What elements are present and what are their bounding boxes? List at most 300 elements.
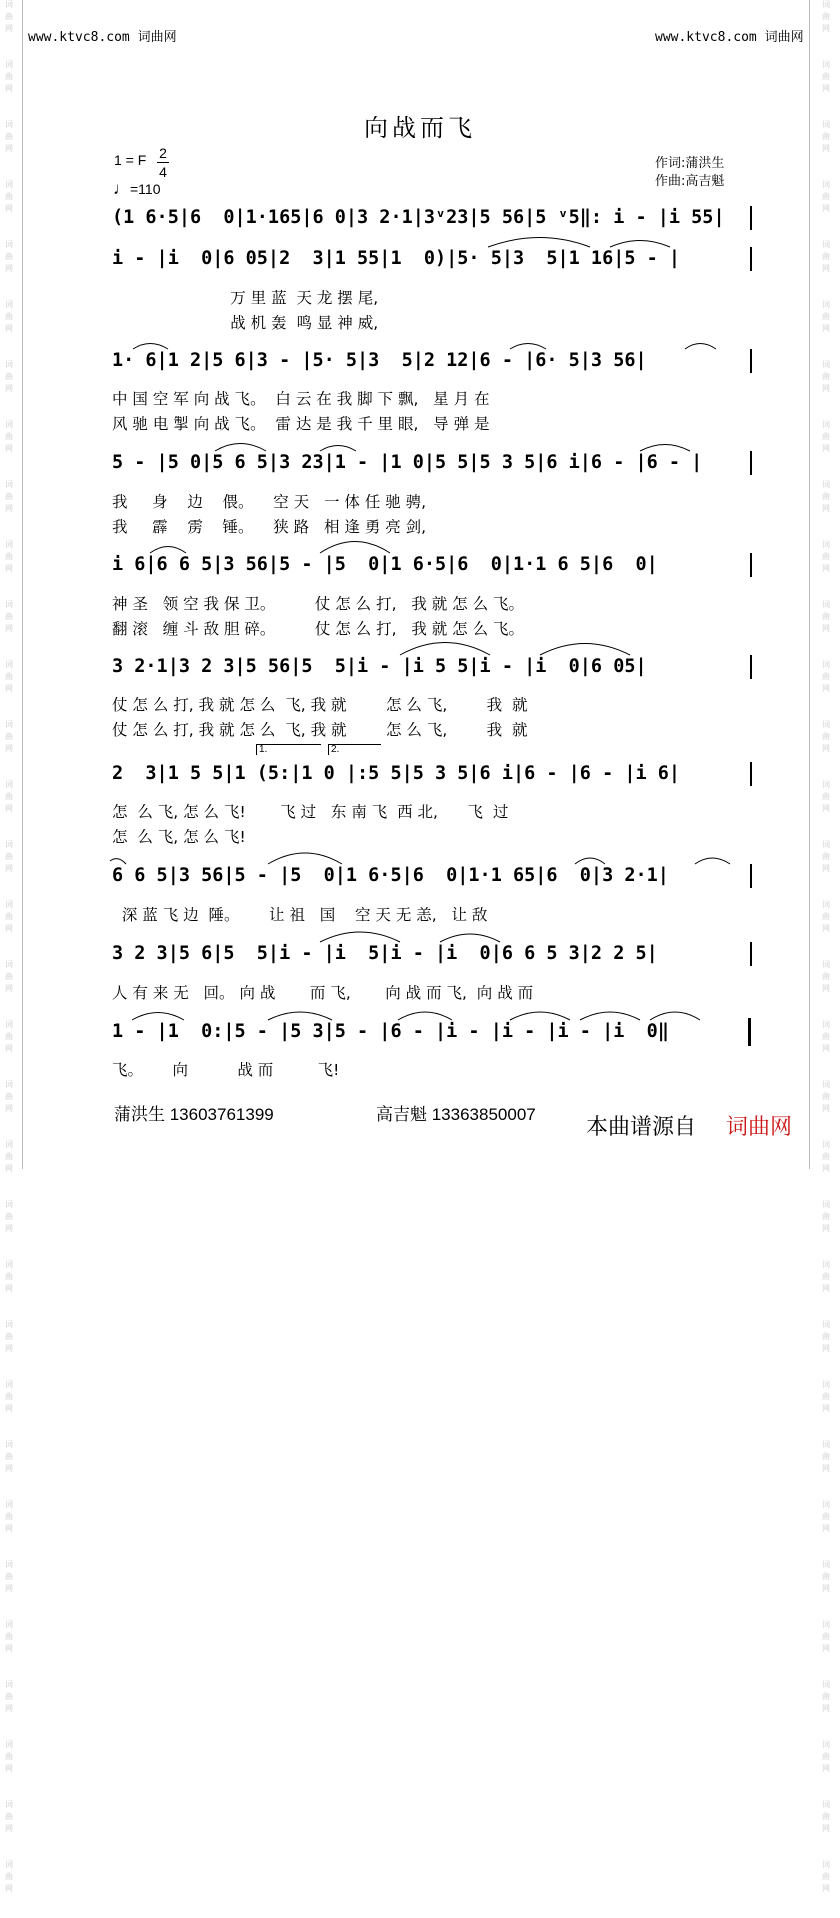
watermark-gap xyxy=(2,396,16,418)
lyric-line-7-verse-1: 怎 么 飞, 怎 么 飞! 飞 过 东 南 飞 西 北, 飞 过 xyxy=(112,803,509,821)
watermark-glyph: 词 xyxy=(822,1680,830,1689)
watermark-glyph: 网 xyxy=(822,384,830,393)
watermark-glyph: 词 xyxy=(5,720,13,729)
watermark-gap xyxy=(2,876,16,898)
watermark-glyph: 曲 xyxy=(822,1452,830,1461)
watermark-glyph: 网 xyxy=(822,144,830,153)
watermark-glyph: 网 xyxy=(5,144,13,153)
watermark-glyph: 词 xyxy=(5,300,13,309)
watermark-gap xyxy=(819,36,833,58)
site-url-right[interactable]: www.ktvc8.com 词曲网 xyxy=(655,30,804,45)
watermark-glyph: 网 xyxy=(5,384,13,393)
watermark-glyph: 曲 xyxy=(5,912,13,921)
watermark-gap xyxy=(2,636,16,658)
watermark-glyph: 曲 xyxy=(822,252,830,261)
watermark-gap xyxy=(819,396,833,418)
watermark-gap xyxy=(2,336,16,358)
key-signature: 1 = F xyxy=(114,152,147,168)
watermark-gap xyxy=(819,1296,833,1318)
watermark-glyph: 词 xyxy=(5,960,13,969)
staff-line-10: 1 - |1 0:|5 - |5 3|5 - |6 - |i - |i - |i - |i 0‖ xyxy=(112,1021,669,1042)
staff-line-9: 3 2 3|5 6|5 5|i - |i 5|i - |i 0|6 6 5 3|2 2 5| xyxy=(112,943,658,964)
volta-first-ending: 1. xyxy=(256,744,321,755)
watermark-glyph: 词 xyxy=(5,1080,13,1089)
watermark-glyph: 曲 xyxy=(822,1692,830,1701)
watermark-glyph: 词 xyxy=(5,120,13,129)
watermark-glyph: 网 xyxy=(822,504,830,513)
staff-line-2: i - |i 0|6 05|2 3|1 55|1 0)|5· 5|3 5|1 16|5 - | xyxy=(112,248,681,269)
watermark-glyph: 词 xyxy=(5,420,13,429)
watermark-gap xyxy=(2,156,16,178)
watermark-glyph: 网 xyxy=(5,1764,13,1773)
watermark-glyph: 网 xyxy=(822,1524,830,1533)
watermark-glyph: 词 xyxy=(822,1260,830,1269)
watermark-glyph: 曲 xyxy=(5,12,13,21)
watermark-glyph: 曲 xyxy=(5,612,13,621)
watermark-glyph: 网 xyxy=(5,924,13,933)
watermark-glyph: 词 xyxy=(822,900,830,909)
watermark-glyph: 网 xyxy=(5,684,13,693)
watermark-gap xyxy=(2,576,16,598)
watermark-glyph: 曲 xyxy=(5,1032,13,1041)
watermark-glyph: 网 xyxy=(5,1704,13,1713)
watermark-glyph: 词 xyxy=(822,480,830,489)
watermark-glyph: 曲 xyxy=(822,1752,830,1761)
page-frame-right xyxy=(809,0,810,1169)
watermark-glyph: 网 xyxy=(822,864,830,873)
watermark-gap xyxy=(819,1416,833,1438)
watermark-gap xyxy=(2,1836,16,1858)
staff-line-3: 1· 6|1 2|5 6|3 - |5· 5|3 5|2 12|6 - |6· 5|3 56| xyxy=(112,350,647,371)
composer-contact: 高吉魁 13363850007 xyxy=(376,1105,536,1124)
watermark-gap xyxy=(2,276,16,298)
watermark-glyph: 词 xyxy=(5,360,13,369)
watermark-glyph: 网 xyxy=(822,624,830,633)
lyric-line-9: 人 有 来 无 回。 向 战 而 飞, 向 战 而 飞, 向 战 而 xyxy=(112,984,534,1002)
watermark-glyph: 网 xyxy=(5,744,13,753)
watermark-glyph: 曲 xyxy=(822,732,830,741)
watermark-gap xyxy=(819,1536,833,1558)
watermark-glyph: 曲 xyxy=(5,1152,13,1161)
watermark-gap xyxy=(2,216,16,238)
watermark-glyph: 曲 xyxy=(5,852,13,861)
watermark-glyph: 网 xyxy=(822,684,830,693)
watermark-glyph: 词 xyxy=(822,300,830,309)
watermark-glyph: 曲 xyxy=(5,312,13,321)
watermark-gap xyxy=(2,1356,16,1378)
watermark-glyph: 曲 xyxy=(5,132,13,141)
watermark-glyph: 词 xyxy=(822,1380,830,1389)
watermark-glyph: 曲 xyxy=(5,1512,13,1521)
quarter-note-icon: ♩ xyxy=(113,179,130,198)
watermark-glyph: 曲 xyxy=(822,1572,830,1581)
watermark-gap xyxy=(819,756,833,778)
watermark-glyph: 网 xyxy=(5,984,13,993)
watermark-gap xyxy=(819,1836,833,1858)
watermark-glyph: 网 xyxy=(5,1224,13,1233)
watermark-glyph: 网 xyxy=(5,444,13,453)
watermark-glyph: 词 xyxy=(5,1800,13,1809)
watermark-glyph: 词 xyxy=(5,1440,13,1449)
watermark-glyph: 词 xyxy=(822,1560,830,1569)
watermark-gap xyxy=(819,276,833,298)
watermark-glyph: 曲 xyxy=(822,1392,830,1401)
watermark-glyph: 词 xyxy=(5,240,13,249)
watermark-glyph: 曲 xyxy=(5,432,13,441)
watermark-gap xyxy=(2,1056,16,1078)
watermark-gap xyxy=(819,1716,833,1738)
final-barline xyxy=(748,1018,751,1046)
side-watermark-left xyxy=(2,0,16,1893)
watermark-glyph: 曲 xyxy=(822,1152,830,1161)
line-end-barline xyxy=(750,762,752,786)
watermark-gap xyxy=(819,456,833,478)
watermark-glyph: 网 xyxy=(822,24,830,33)
watermark-glyph: 词 xyxy=(822,1740,830,1749)
watermark-glyph: 曲 xyxy=(822,1812,830,1821)
lyricist-credit: 作词:蒲洪生 xyxy=(655,156,725,171)
watermark-glyph: 网 xyxy=(5,564,13,573)
watermark-glyph: 网 xyxy=(822,564,830,573)
lyric-line-2-verse-1: 万 里 蓝 天 龙 摆 尾, xyxy=(112,289,379,307)
watermark-glyph: 词 xyxy=(822,60,830,69)
watermark-gap xyxy=(819,516,833,538)
lyric-line-10: 飞。 向 战 而 飞! xyxy=(112,1061,340,1079)
watermark-glyph: 词 xyxy=(5,0,13,9)
watermark-glyph: 网 xyxy=(822,1344,830,1353)
watermark-gap xyxy=(819,1116,833,1138)
watermark-gap xyxy=(2,816,16,838)
watermark-glyph: 曲 xyxy=(5,672,13,681)
lyric-line-4-verse-2: 我 霹 雳 锤。 狭 路 相 逢 勇 亮 剑, xyxy=(112,518,427,536)
watermark-glyph: 曲 xyxy=(822,1032,830,1041)
watermark-gap xyxy=(2,1716,16,1738)
time-signature xyxy=(157,144,169,181)
watermark-glyph: 曲 xyxy=(5,1272,13,1281)
watermark-glyph: 词 xyxy=(5,540,13,549)
watermark-glyph: 词 xyxy=(5,1380,13,1389)
watermark-glyph: 网 xyxy=(822,204,830,213)
watermark-glyph: 曲 xyxy=(5,1812,13,1821)
watermark-glyph: 网 xyxy=(822,804,830,813)
watermark-glyph: 网 xyxy=(822,1464,830,1473)
lyric-line-6-verse-2: 仗 怎 么 打, 我 就 怎 么 飞, 我 就 怎 么 飞, 我 就 xyxy=(112,721,528,739)
watermark-glyph: 词 xyxy=(5,660,13,669)
watermark-glyph: 词 xyxy=(5,1260,13,1269)
watermark-gap xyxy=(819,1776,833,1798)
watermark-glyph: 词 xyxy=(822,960,830,969)
watermark-glyph: 曲 xyxy=(822,1512,830,1521)
watermark-glyph: 曲 xyxy=(822,1212,830,1221)
watermark-glyph: 词 xyxy=(822,840,830,849)
lyric-line-4-verse-1: 我 身 边 偎。 空 天 一 体 任 驰 骋, xyxy=(112,493,427,511)
watermark-gap xyxy=(819,1176,833,1198)
watermark-glyph: 曲 xyxy=(822,12,830,21)
watermark-glyph: 网 xyxy=(822,984,830,993)
watermark-glyph: 网 xyxy=(5,804,13,813)
watermark-glyph: 网 xyxy=(5,84,13,93)
watermark-glyph: 曲 xyxy=(5,252,13,261)
watermark-glyph: 词 xyxy=(822,1800,830,1809)
watermark-glyph: 曲 xyxy=(5,552,13,561)
watermark-glyph: 曲 xyxy=(822,552,830,561)
staff-line-4: 5 - |5 0|5 6 5|3 23|1 - |1 0|5 5|5 3 5|6 i|6 - |6 - | xyxy=(112,452,703,473)
watermark-glyph: 曲 xyxy=(822,192,830,201)
watermark-gap xyxy=(2,1776,16,1798)
watermark-glyph: 网 xyxy=(822,1884,830,1893)
watermark-glyph: 曲 xyxy=(5,72,13,81)
watermark-gap xyxy=(2,996,16,1018)
watermark-gap xyxy=(819,636,833,658)
watermark-glyph: 网 xyxy=(5,24,13,33)
watermark-glyph: 曲 xyxy=(822,672,830,681)
watermark-glyph: 词 xyxy=(822,1320,830,1329)
watermark-glyph: 网 xyxy=(5,1824,13,1833)
line-end-barline xyxy=(750,247,752,271)
watermark-glyph: 词 xyxy=(5,1320,13,1329)
watermark-glyph: 词 xyxy=(822,1620,830,1629)
watermark-glyph: 曲 xyxy=(5,1092,13,1101)
lyric-line-5-verse-2: 翻 滚 缠 斗 敌 胆 碎。 仗 怎 么 打, 我 就 怎 么 飞。 xyxy=(112,620,525,638)
watermark-glyph: 曲 xyxy=(5,972,13,981)
watermark-glyph: 曲 xyxy=(822,492,830,501)
song-title: 向战而飞 xyxy=(364,114,476,142)
watermark-glyph: 词 xyxy=(822,780,830,789)
watermark-glyph: 词 xyxy=(822,540,830,549)
watermark-glyph: 词 xyxy=(5,480,13,489)
watermark-glyph: 词 xyxy=(822,1080,830,1089)
watermark-glyph: 词 xyxy=(822,1500,830,1509)
watermark-glyph: 曲 xyxy=(822,1332,830,1341)
watermark-glyph: 曲 xyxy=(822,852,830,861)
watermark-glyph: 曲 xyxy=(5,1752,13,1761)
volta-second-ending: 2. xyxy=(328,744,381,755)
site-url-left[interactable]: www.ktvc8.com 词曲网 xyxy=(28,30,177,45)
watermark-gap xyxy=(819,1596,833,1618)
watermark-gap xyxy=(2,696,16,718)
watermark-glyph: 词 xyxy=(822,420,830,429)
watermark-glyph: 网 xyxy=(5,264,13,273)
watermark-glyph: 网 xyxy=(5,864,13,873)
time-signature-bottom: 4 xyxy=(159,164,167,180)
watermark-glyph: 词 xyxy=(5,840,13,849)
watermark-glyph: 词 xyxy=(5,1020,13,1029)
source-prefix: 本曲谱源自 xyxy=(586,1115,697,1140)
watermark-glyph: 曲 xyxy=(822,1632,830,1641)
line-end-barline xyxy=(750,864,752,888)
side-watermark-right xyxy=(819,0,833,1893)
watermark-glyph: 曲 xyxy=(822,612,830,621)
watermark-glyph: 网 xyxy=(822,1104,830,1113)
watermark-glyph: 曲 xyxy=(822,912,830,921)
watermark-gap xyxy=(2,1656,16,1678)
watermark-glyph: 网 xyxy=(822,1284,830,1293)
watermark-gap xyxy=(2,36,16,58)
watermark-glyph: 曲 xyxy=(822,432,830,441)
lyric-line-5-verse-1: 神 圣 领 空 我 保 卫。 仗 怎 么 打, 我 就 怎 么 飞。 xyxy=(112,595,525,613)
watermark-gap xyxy=(819,876,833,898)
watermark-glyph: 词 xyxy=(822,1440,830,1449)
line-end-barline xyxy=(750,655,752,679)
watermark-gap xyxy=(819,1656,833,1678)
watermark-glyph: 词 xyxy=(5,60,13,69)
watermark-glyph: 曲 xyxy=(822,312,830,321)
staff-line-6: 3 2·1|3 2 3|5 56|5 5|i - |i 5 5|i - |i 0|6 05| xyxy=(112,656,647,677)
watermark-glyph: 曲 xyxy=(5,1332,13,1341)
watermark-glyph: 曲 xyxy=(5,192,13,201)
page-frame-left xyxy=(22,0,23,1169)
watermark-gap xyxy=(2,936,16,958)
watermark-glyph: 曲 xyxy=(822,132,830,141)
watermark-glyph: 曲 xyxy=(5,1452,13,1461)
watermark-gap xyxy=(819,1056,833,1078)
time-signature-top: 2 xyxy=(157,144,169,163)
watermark-gap xyxy=(819,1236,833,1258)
watermark-glyph: 网 xyxy=(5,1044,13,1053)
watermark-gap xyxy=(2,516,16,538)
watermark-gap xyxy=(819,696,833,718)
watermark-glyph: 词 xyxy=(822,240,830,249)
watermark-glyph: 词 xyxy=(822,660,830,669)
watermark-glyph: 词 xyxy=(822,720,830,729)
watermark-glyph: 曲 xyxy=(5,1212,13,1221)
watermark-glyph: 网 xyxy=(5,1404,13,1413)
watermark-gap xyxy=(2,1296,16,1318)
watermark-glyph: 词 xyxy=(822,1140,830,1149)
watermark-glyph: 词 xyxy=(5,1740,13,1749)
watermark-glyph: 曲 xyxy=(5,732,13,741)
watermark-glyph: 网 xyxy=(822,264,830,273)
watermark-glyph: 词 xyxy=(5,600,13,609)
watermark-gap xyxy=(2,1536,16,1558)
watermark-gap xyxy=(819,576,833,598)
watermark-glyph: 网 xyxy=(822,1764,830,1773)
watermark-glyph: 曲 xyxy=(5,1392,13,1401)
watermark-glyph: 网 xyxy=(5,1164,13,1173)
watermark-gap xyxy=(2,1896,16,1918)
watermark-glyph: 网 xyxy=(5,1524,13,1533)
tempo-marking xyxy=(113,179,161,199)
watermark-glyph: 词 xyxy=(5,1860,13,1869)
watermark-glyph: 网 xyxy=(822,1644,830,1653)
staff-line-1: (1 6·5|6 0|1·165|6 0|3 2·1|3ᵛ23|5 56|5 ᵛ5‖: i - |i 55| xyxy=(112,207,725,228)
watermark-gap xyxy=(2,1236,16,1258)
watermark-glyph: 曲 xyxy=(5,1572,13,1581)
line-end-barline xyxy=(750,206,752,230)
watermark-glyph: 曲 xyxy=(822,372,830,381)
watermark-glyph: 词 xyxy=(822,1020,830,1029)
lyric-line-7-verse-2: 怎 么 飞, 怎 么 飞! xyxy=(112,828,246,846)
watermark-glyph: 曲 xyxy=(5,1632,13,1641)
staff-line-8: 6 6 5|3 56|5 - |5 0|1 6·5|6 0|1·1 65|6 0|3 2·1| xyxy=(112,865,669,886)
watermark-glyph: 网 xyxy=(5,1584,13,1593)
watermark-gap xyxy=(819,816,833,838)
lyricist-contact: 蒲洪生 13603761399 xyxy=(114,1105,274,1124)
watermark-glyph: 曲 xyxy=(822,72,830,81)
tempo-value: =110 xyxy=(130,181,161,197)
watermark-gap xyxy=(819,216,833,238)
watermark-gap xyxy=(2,1596,16,1618)
watermark-glyph: 网 xyxy=(822,1704,830,1713)
watermark-glyph: 词 xyxy=(5,180,13,189)
staff-line-7: 2 3|1 5 5|1 (5:|1 0 |:5 5|5 3 5|6 i|6 - |6 - |i 6| xyxy=(112,763,681,784)
watermark-glyph: 网 xyxy=(5,324,13,333)
watermark-glyph: 词 xyxy=(822,1860,830,1869)
watermark-glyph: 网 xyxy=(822,1584,830,1593)
watermark-glyph: 词 xyxy=(822,0,830,9)
watermark-glyph: 曲 xyxy=(822,972,830,981)
watermark-gap xyxy=(819,1476,833,1498)
source-banner xyxy=(578,1110,808,1146)
watermark-glyph: 词 xyxy=(5,1140,13,1149)
watermark-glyph: 网 xyxy=(822,1404,830,1413)
lyric-line-6-verse-1: 仗 怎 么 打, 我 就 怎 么 飞, 我 就 怎 么 飞, 我 就 xyxy=(112,696,528,714)
watermark-glyph: 词 xyxy=(5,1200,13,1209)
watermark-glyph: 网 xyxy=(822,744,830,753)
watermark-gap xyxy=(819,1356,833,1378)
watermark-glyph: 曲 xyxy=(822,1272,830,1281)
watermark-glyph: 网 xyxy=(822,84,830,93)
watermark-gap xyxy=(819,156,833,178)
line-end-barline xyxy=(750,451,752,475)
watermark-gap xyxy=(819,336,833,358)
watermark-glyph: 网 xyxy=(822,1044,830,1053)
watermark-glyph: 词 xyxy=(5,1560,13,1569)
watermark-glyph: 网 xyxy=(5,204,13,213)
watermark-glyph: 网 xyxy=(822,444,830,453)
lyric-line-3-verse-1: 中 国 空 军 向 战 飞。 白 云 在 我 脚 下 飘, 星 月 在 xyxy=(112,390,490,408)
composer-credit: 作曲:高吉魁 xyxy=(655,174,725,189)
source-brand[interactable]: 词曲网 xyxy=(726,1115,793,1140)
watermark-glyph: 曲 xyxy=(5,492,13,501)
lyric-line-3-verse-2: 风 驰 电 掣 向 战 飞。 雷 达 是 我 千 里 眼, 导 弹 是 xyxy=(112,415,490,433)
watermark-glyph: 词 xyxy=(822,180,830,189)
watermark-glyph: 曲 xyxy=(5,792,13,801)
watermark-glyph: 网 xyxy=(5,1644,13,1653)
watermark-glyph: 网 xyxy=(5,504,13,513)
watermark-glyph: 网 xyxy=(5,624,13,633)
watermark-gap xyxy=(2,1176,16,1198)
watermark-gap xyxy=(819,1896,833,1918)
watermark-gap xyxy=(2,1116,16,1138)
line-end-barline xyxy=(750,349,752,373)
watermark-glyph: 词 xyxy=(5,780,13,789)
watermark-glyph: 网 xyxy=(822,924,830,933)
watermark-glyph: 词 xyxy=(5,900,13,909)
watermark-glyph: 词 xyxy=(822,1200,830,1209)
watermark-gap xyxy=(2,1476,16,1498)
watermark-glyph: 词 xyxy=(822,360,830,369)
watermark-glyph: 网 xyxy=(822,324,830,333)
watermark-glyph: 曲 xyxy=(5,1692,13,1701)
watermark-glyph: 网 xyxy=(5,1104,13,1113)
watermark-gap xyxy=(819,996,833,1018)
watermark-gap xyxy=(2,756,16,778)
watermark-gap xyxy=(819,936,833,958)
line-end-barline xyxy=(750,942,752,966)
lyric-line-2-verse-2: 战 机 轰 鸣 显 神 威, xyxy=(112,314,379,332)
watermark-glyph: 网 xyxy=(822,1224,830,1233)
watermark-glyph: 词 xyxy=(822,120,830,129)
watermark-glyph: 曲 xyxy=(822,792,830,801)
watermark-glyph: 网 xyxy=(5,1344,13,1353)
line-end-barline xyxy=(750,553,752,577)
watermark-gap xyxy=(2,456,16,478)
watermark-glyph: 网 xyxy=(5,1464,13,1473)
watermark-glyph: 词 xyxy=(5,1620,13,1629)
watermark-glyph: 网 xyxy=(5,1284,13,1293)
staff-line-5: i 6|6 6 5|3 56|5 - |5 0|1 6·5|6 0|1·1 6 5|6 0| xyxy=(112,554,658,575)
